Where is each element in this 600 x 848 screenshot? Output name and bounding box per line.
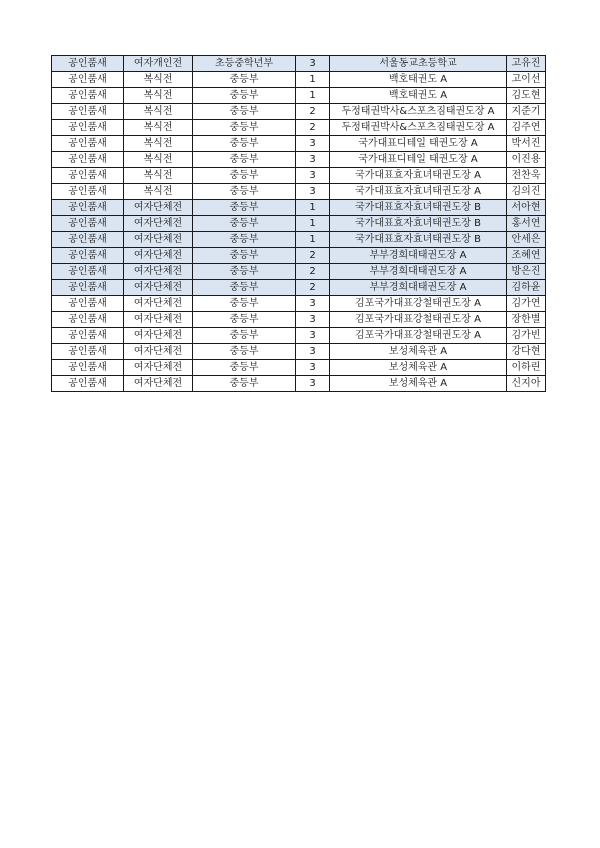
division-cell: 중등부 bbox=[193, 120, 296, 136]
table-row bbox=[52, 120, 546, 136]
division-cell: 중등부 bbox=[193, 264, 296, 280]
division-cell: 중등부 bbox=[193, 328, 296, 344]
category-cell: 공인품새 bbox=[52, 328, 124, 344]
grade-cell: 2 bbox=[296, 264, 330, 280]
name-cell: 안세은 bbox=[507, 232, 546, 248]
name-cell: 박서진 bbox=[507, 136, 546, 152]
category-cell: 공인품새 bbox=[52, 360, 124, 376]
event-cell: 여자단체전 bbox=[124, 248, 193, 264]
grade-cell: 3 bbox=[296, 296, 330, 312]
school-cell: 국가대표효자효녀태권도장 A bbox=[330, 168, 507, 184]
event-cell: 여자단체전 bbox=[124, 360, 193, 376]
school-cell: 국가대표디테일 태권도장 A bbox=[330, 152, 507, 168]
grade-cell: 3 bbox=[296, 344, 330, 360]
category-cell: 공인품새 bbox=[52, 200, 124, 216]
category-cell: 공인품새 bbox=[52, 344, 124, 360]
name-cell: 장한별 bbox=[507, 312, 546, 328]
name-cell: 김도현 bbox=[507, 88, 546, 104]
name-cell: 김가빈 bbox=[507, 328, 546, 344]
category-cell: 공인품새 bbox=[52, 312, 124, 328]
division-cell: 중등부 bbox=[193, 200, 296, 216]
category-cell: 공인품새 bbox=[52, 376, 124, 392]
name-cell: 김의진 bbox=[507, 184, 546, 200]
name-cell: 이하린 bbox=[507, 360, 546, 376]
event-cell: 여자단체전 bbox=[124, 280, 193, 296]
school-cell: 백호태권도 A bbox=[330, 72, 507, 88]
school-cell: 두정태권박사&스포츠짐태권도장 A bbox=[330, 104, 507, 120]
grade-cell: 3 bbox=[296, 152, 330, 168]
table-row bbox=[52, 376, 546, 392]
event-cell: 여자단체전 bbox=[124, 328, 193, 344]
grade-cell: 1 bbox=[296, 232, 330, 248]
table-row bbox=[52, 168, 546, 184]
division-cell: 중등부 bbox=[193, 104, 296, 120]
table-row bbox=[52, 312, 546, 328]
table-row bbox=[52, 232, 546, 248]
category-cell: 공인품새 bbox=[52, 280, 124, 296]
grade-cell: 3 bbox=[296, 56, 330, 72]
school-cell: 김포국가대표강철태권도장 A bbox=[330, 328, 507, 344]
category-cell: 공인품새 bbox=[52, 184, 124, 200]
school-cell: 김포국가대표강철태권도장 A bbox=[330, 312, 507, 328]
table-row bbox=[52, 296, 546, 312]
event-cell: 복식전 bbox=[124, 168, 193, 184]
event-cell: 복식전 bbox=[124, 72, 193, 88]
grade-cell: 1 bbox=[296, 88, 330, 104]
category-cell: 공인품새 bbox=[52, 232, 124, 248]
division-cell: 중등부 bbox=[193, 312, 296, 328]
table-row bbox=[52, 360, 546, 376]
category-cell: 공인품새 bbox=[52, 216, 124, 232]
division-cell: 초등중학년부 bbox=[193, 56, 296, 72]
event-cell: 여자단체전 bbox=[124, 232, 193, 248]
grade-cell: 3 bbox=[296, 136, 330, 152]
division-cell: 중등부 bbox=[193, 296, 296, 312]
table-row bbox=[52, 104, 546, 120]
grade-cell: 2 bbox=[296, 248, 330, 264]
grade-cell: 2 bbox=[296, 280, 330, 296]
table-row bbox=[52, 200, 546, 216]
category-cell: 공인품새 bbox=[52, 136, 124, 152]
entry-table bbox=[51, 55, 546, 392]
name-cell: 조혜연 bbox=[507, 248, 546, 264]
division-cell: 중등부 bbox=[193, 280, 296, 296]
grade-cell: 3 bbox=[296, 360, 330, 376]
table-row bbox=[52, 216, 546, 232]
event-cell: 복식전 bbox=[124, 104, 193, 120]
school-cell: 국가대표효자효녀태권도장 B bbox=[330, 216, 507, 232]
grade-cell: 3 bbox=[296, 376, 330, 392]
grade-cell: 1 bbox=[296, 200, 330, 216]
school-cell: 서울동교초등학교 bbox=[330, 56, 507, 72]
name-cell: 강다현 bbox=[507, 344, 546, 360]
event-cell: 여자단체전 bbox=[124, 216, 193, 232]
event-cell: 여자단체전 bbox=[124, 376, 193, 392]
grade-cell: 1 bbox=[296, 72, 330, 88]
event-cell: 여자개인전 bbox=[124, 56, 193, 72]
category-cell: 공인품새 bbox=[52, 120, 124, 136]
school-cell: 김포국가대표강철태권도장 A bbox=[330, 296, 507, 312]
school-cell: 백호태권도 A bbox=[330, 88, 507, 104]
grade-cell: 2 bbox=[296, 120, 330, 136]
name-cell: 김주연 bbox=[507, 120, 546, 136]
name-cell: 방은진 bbox=[507, 264, 546, 280]
category-cell: 공인품새 bbox=[52, 104, 124, 120]
school-cell: 국가대표디테일 태권도장 A bbox=[330, 136, 507, 152]
table-row bbox=[52, 56, 546, 72]
division-cell: 중등부 bbox=[193, 248, 296, 264]
event-cell: 복식전 bbox=[124, 184, 193, 200]
division-cell: 중등부 bbox=[193, 136, 296, 152]
category-cell: 공인품새 bbox=[52, 296, 124, 312]
table-row bbox=[52, 72, 546, 88]
name-cell: 신지아 bbox=[507, 376, 546, 392]
table-row bbox=[52, 152, 546, 168]
school-cell: 국가대표효자효녀태권도장 A bbox=[330, 184, 507, 200]
category-cell: 공인품새 bbox=[52, 56, 124, 72]
table-row bbox=[52, 88, 546, 104]
school-cell: 보성체육관 A bbox=[330, 344, 507, 360]
category-cell: 공인품새 bbox=[52, 72, 124, 88]
event-cell: 여자단체전 bbox=[124, 312, 193, 328]
name-cell: 김가연 bbox=[507, 296, 546, 312]
school-cell: 국가대표효자효녀태권도장 B bbox=[330, 232, 507, 248]
name-cell: 김하윤 bbox=[507, 280, 546, 296]
grade-cell: 3 bbox=[296, 312, 330, 328]
name-cell: 전찬욱 bbox=[507, 168, 546, 184]
division-cell: 중등부 bbox=[193, 344, 296, 360]
table-row bbox=[52, 328, 546, 344]
category-cell: 공인품새 bbox=[52, 88, 124, 104]
grade-cell: 2 bbox=[296, 104, 330, 120]
event-cell: 복식전 bbox=[124, 120, 193, 136]
division-cell: 중등부 bbox=[193, 376, 296, 392]
name-cell: 고유진 bbox=[507, 56, 546, 72]
school-cell: 두정태권박사&스포츠짐태권도장 A bbox=[330, 120, 507, 136]
division-cell: 중등부 bbox=[193, 360, 296, 376]
name-cell: 고이선 bbox=[507, 72, 546, 88]
school-cell: 국가대표효자효녀태권도장 B bbox=[330, 200, 507, 216]
category-cell: 공인품새 bbox=[52, 264, 124, 280]
division-cell: 중등부 bbox=[193, 88, 296, 104]
name-cell: 서아현 bbox=[507, 200, 546, 216]
grade-cell: 3 bbox=[296, 168, 330, 184]
division-cell: 중등부 bbox=[193, 216, 296, 232]
table-row bbox=[52, 280, 546, 296]
event-cell: 여자단체전 bbox=[124, 296, 193, 312]
school-cell: 보성체육관 A bbox=[330, 376, 507, 392]
grade-cell: 3 bbox=[296, 184, 330, 200]
event-cell: 복식전 bbox=[124, 88, 193, 104]
entry-table-body bbox=[52, 56, 546, 392]
division-cell: 중등부 bbox=[193, 184, 296, 200]
name-cell: 홍서연 bbox=[507, 216, 546, 232]
event-cell: 복식전 bbox=[124, 152, 193, 168]
table-row bbox=[52, 344, 546, 360]
school-cell: 부부경희대태권도장 A bbox=[330, 264, 507, 280]
grade-cell: 1 bbox=[296, 216, 330, 232]
category-cell: 공인품새 bbox=[52, 168, 124, 184]
event-cell: 여자단체전 bbox=[124, 264, 193, 280]
table-row bbox=[52, 248, 546, 264]
division-cell: 중등부 bbox=[193, 72, 296, 88]
category-cell: 공인품새 bbox=[52, 152, 124, 168]
division-cell: 중등부 bbox=[193, 152, 296, 168]
name-cell: 이진용 bbox=[507, 152, 546, 168]
event-cell: 여자단체전 bbox=[124, 200, 193, 216]
table-row bbox=[52, 136, 546, 152]
category-cell: 공인품새 bbox=[52, 248, 124, 264]
event-cell: 복식전 bbox=[124, 136, 193, 152]
division-cell: 중등부 bbox=[193, 168, 296, 184]
school-cell: 보성체육관 A bbox=[330, 360, 507, 376]
grade-cell: 3 bbox=[296, 328, 330, 344]
table-row bbox=[52, 184, 546, 200]
event-cell: 여자단체전 bbox=[124, 344, 193, 360]
school-cell: 부부경희대태권도장 A bbox=[330, 248, 507, 264]
division-cell: 중등부 bbox=[193, 232, 296, 248]
table-row bbox=[52, 264, 546, 280]
school-cell: 부부경희대태권도장 A bbox=[330, 280, 507, 296]
name-cell: 지준기 bbox=[507, 104, 546, 120]
